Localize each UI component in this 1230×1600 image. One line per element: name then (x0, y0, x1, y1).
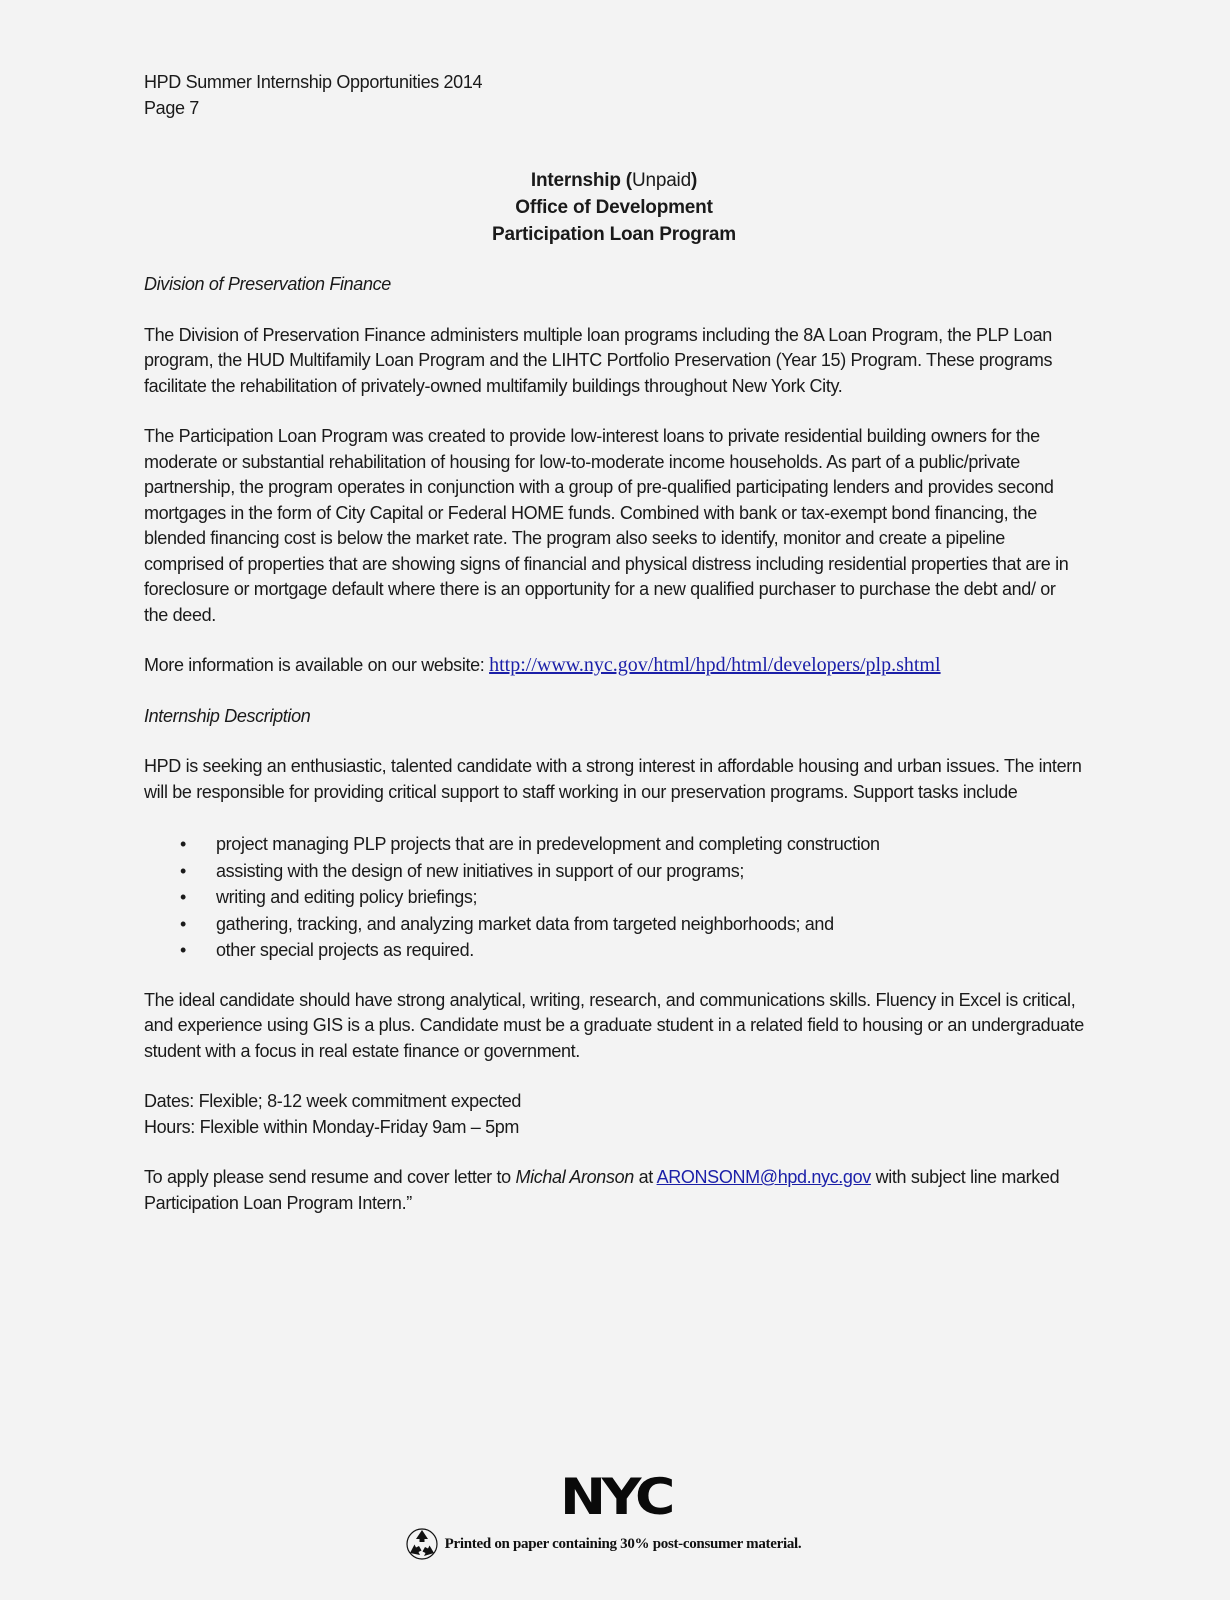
task-text: gathering, tracking, and analyzing market data from targeted neighborhoods; and (216, 913, 834, 934)
page-number: Page 7 (144, 97, 199, 118)
task-text: assisting with the design of new initiatives in support of our programs; (216, 860, 745, 881)
page-footer (0, 1468, 1230, 1561)
list-item (180, 911, 1084, 938)
recycle-note: Printed on paper containing 30% post-consumer material. (444, 1535, 802, 1552)
plp-paragraph: The Participation Loan Program was created to provide low-interest loans to private residential building owners for the moderate or substantial rehabilitation of housing for low-to-moderate income households. As part of a public/private partnership, the program operates in conjunction with a group of pre-qualified participating lenders and provides second mortgages in the form of City Capital or Federal HOME funds. Combined with bank or tax-exempt bond financing, the blended financing cost is below the market rate. The program also seeks to identify, monitor and create a pipeline comprised of properties that are showing signs of financial and physical distress including residential properties that are in foreclosure or mortgage default where there is an opportunity for a new qualified purchaser to purchase the debt and/ or the deed. (144, 426, 1069, 625)
apply-suffix: with subject line marked Participation Loan Program Intern.” (144, 1167, 1060, 1213)
bullet-icon: • (180, 834, 186, 854)
title-office: Office of Development (515, 197, 713, 218)
document-page (144, 70, 1084, 1216)
contact-name: Michal Aronson (515, 1167, 634, 1187)
bullet-icon: • (180, 913, 186, 934)
dates-line: Dates: Flexible; 8-12 week commitment expected (144, 1091, 522, 1111)
title-unpaid: Unpaid (631, 170, 691, 191)
bullet-icon: • (180, 860, 186, 881)
list-item (180, 858, 1084, 885)
bullet-icon: • (180, 940, 186, 960)
recycle-icon (405, 1527, 439, 1561)
list-item (180, 884, 1084, 911)
candidate-paragraph: The ideal candidate should have strong analytical, writing, research, and communications skills. Fluency in Excel is critical, and experience using GIS is a plus. Candidate must be a graduate student in a related field to housing or an undergraduate student with a focus in real estate finance or government. (144, 989, 1084, 1061)
list-item (180, 937, 1084, 964)
apply-paragraph (144, 1165, 1084, 1216)
internship-heading: Internship Description (144, 705, 311, 726)
schedule-block (144, 1089, 1084, 1140)
apply-text: To apply please send resume and cover letter to (144, 1167, 516, 1187)
more-info-line (144, 653, 1084, 679)
title-line-1 (144, 167, 1084, 194)
posting-title (144, 167, 1084, 248)
title-close-paren: ) (690, 170, 698, 191)
document-header-title: HPD Summer Internship Opportunities 2014 (144, 72, 483, 92)
more-info-text: More information is available on our website: (144, 655, 490, 675)
title-internship: Internship ( (530, 170, 632, 191)
division-heading: Division of Preservation Finance (144, 274, 391, 294)
title-program: Participation Loan Program (492, 224, 736, 245)
task-text: writing and editing policy briefings; (216, 887, 478, 907)
task-text: project managing PLP projects that are in predevelopment and completing construction (216, 834, 880, 854)
website-link[interactable]: http://www.nyc.gov/html/hpd/html/developers/plp.shtml (489, 654, 941, 676)
hours-line: Hours: Flexible within Monday-Friday 9am – 5pm (144, 1116, 520, 1137)
nyc-logo: NYC (559, 1468, 671, 1526)
internship-paragraph: HPD is seeking an enthusiastic, talented candidate with a strong interest in affordable housing and urban issues. The intern will be responsible for providing critical support to staff working in our preservation programs. Support tasks include (144, 756, 1082, 802)
email-link[interactable]: ARONSONM@hpd.nyc.gov (656, 1167, 871, 1187)
division-paragraph: The Division of Preservation Finance administers multiple loan programs including the 8A Loan Program, the PLP Loan program, the HUD Multifamily Loan Program and the LIHTC Portfolio Preservation (Year 15) Program. These programs facilitate the rehabilitation of privately-owned multifamily buildings throughout New York City. (144, 324, 1053, 396)
task-list (144, 831, 1084, 964)
apply-at: at (633, 1167, 657, 1187)
task-text: other special projects as required. (216, 940, 474, 960)
recycle-note-line (0, 1527, 1230, 1561)
list-item (180, 831, 1084, 858)
bullet-icon: • (180, 887, 186, 907)
